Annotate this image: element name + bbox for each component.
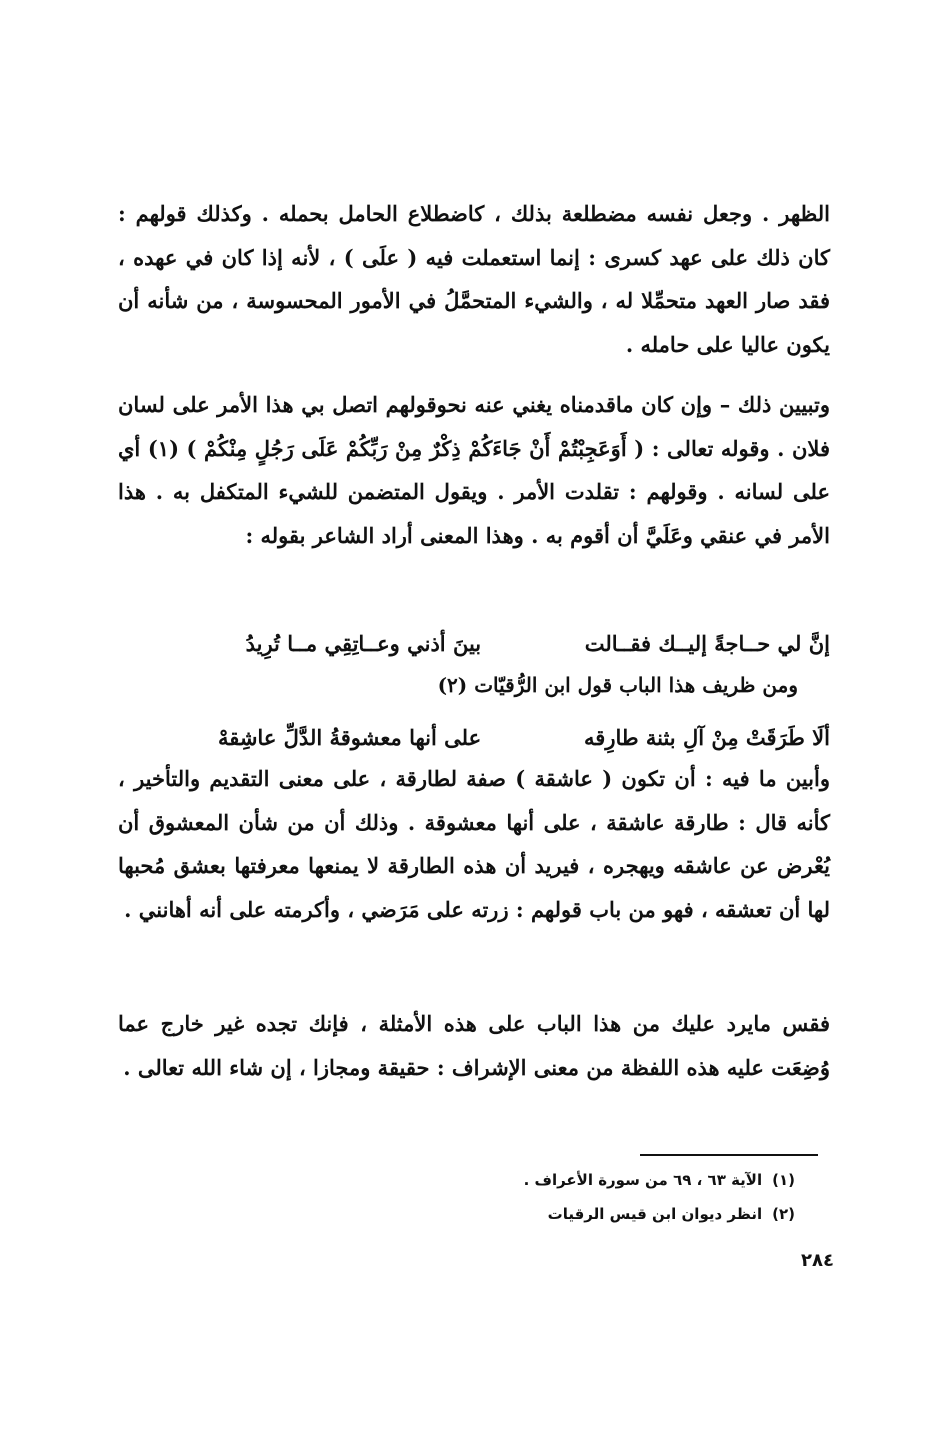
- footnote-number: (٢): [772, 1205, 795, 1223]
- paragraph: وأبين ما فيه : أن تكون ( عاشقة ) صفة لطارقة ، على معنى التقديم والتأخير ، كأنه قال : طارقة عاشقة ، على أنها معشوقة . وذلك أن من شأن المعشوق أن يُعْرض عن عاشقه ويهجره ، فيريد أن هذه الطارقة لا يمنعها معرفتها بعشق مُحبها لها أن تعشقه ، فهو من باب قولهم : زرته على مَرَضي ، وأكرمته على أنه أهانني .: [118, 766, 830, 922]
- verse-first-hemistich: ألَا طَرَقَتْ مِنْ آلِ بثنة طارِقه: [584, 725, 830, 750]
- verse-first-hemistich: إنَّ لي حــاجةً إليــك فقــالت: [584, 631, 830, 656]
- paragraph: وتبيين ذلك – وإن كان ماقدمناه يغني عنه نحوقولهم اتصل بي هذا الأمر على لسان فلان . وقوله تعالى : ( أَوَعَجِبْتُمْ أَنْ جَاءَكُمْ ذِكْرٌ مِنْ رَبِّكُمْ عَلَى رَجُلٍ مِنْكُمْ ) (١) أي على لسانه . وقولهم : تقلدت الأمر . ويقول المتضمن للشيء المتكفل به . هذا الأمر في عنقي وعَلَيَّ أن أقوم به . وهذا المعنى أراد الشاعر بقوله :: [118, 392, 830, 548]
- verse-second-hemistich: على أنها معشوقةُ الدَّلِّ عاشِقهْ: [217, 725, 482, 750]
- footnote-text: انظر ديوان ابن قيس الرقيات: [547, 1205, 763, 1223]
- verse-second-hemistich: بينَ أذني وعــاتِقِي مــا تُرِيدُ: [245, 631, 482, 656]
- footnote-divider: [640, 1154, 818, 1156]
- paragraph: فقس مايرد عليك من هذا الباب على هذه الأمثلة ، فإنك تجده غير خارج عما وُضِعَت عليه هذه اللفظة من معنى الإشراف : حقيقة ومجازا ، إن شاء الله تعالى .: [118, 1011, 830, 1080]
- footnote: [300, 1163, 795, 1197]
- page-number: ٢٨٤: [801, 1250, 834, 1271]
- footnote: [300, 1197, 795, 1231]
- paragraph: الظهر . وجعل نفسه مضطلعة بذلك ، كاضطلاع الحامل بحمله . وكذلك قولهم : كان ذلك على عهد كسرى : إنما استعملت فيه ( علَى ) ، لأنه إذا كان في عهده ، فقد صار العهد متحمِّلا له ، والشيء المتحمَّلُ في الأمور المحسوسة ، من شأنه أن يكون عاليا على حامله .: [118, 201, 830, 357]
- footnotes: [300, 1163, 795, 1231]
- verse-intro-line: ومن ظريف هذا الباب قول ابن الرُّقيّات (٢): [437, 673, 798, 697]
- footnote-text: الآية ٦٣ ، ٦٩ من سورة الأعراف .: [523, 1171, 763, 1189]
- footnote-number: (١): [772, 1171, 795, 1189]
